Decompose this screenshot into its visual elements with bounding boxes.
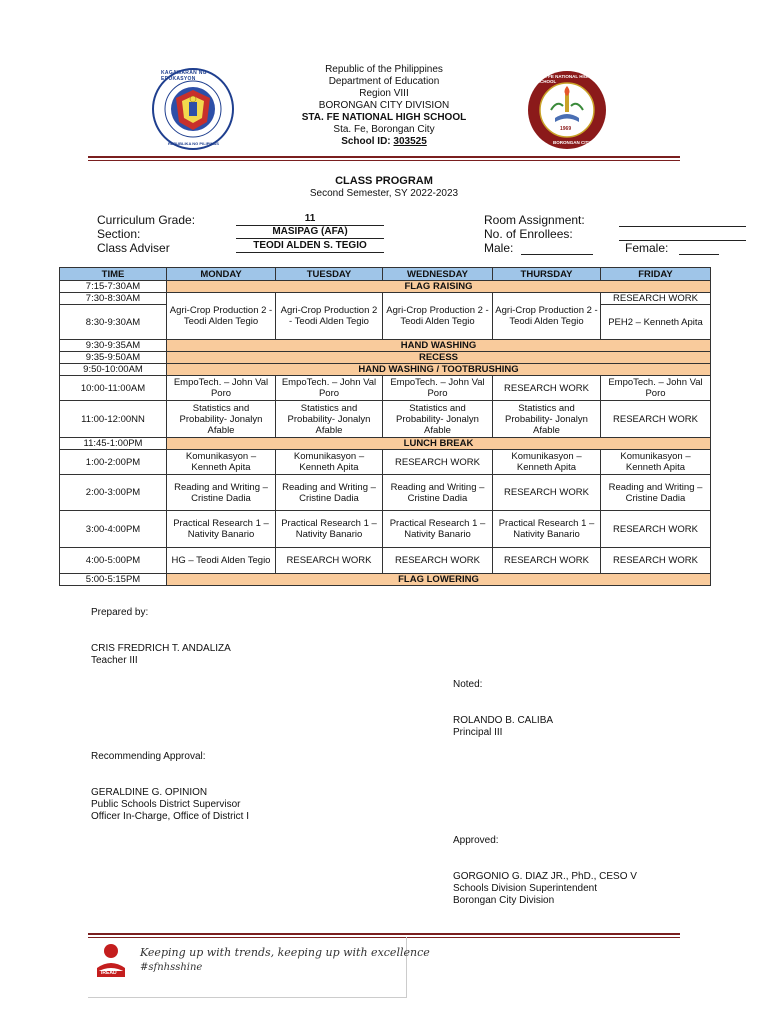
class-cell: Statistics and Probability- Jonalyn Afable <box>167 401 276 438</box>
table-row <box>60 511 711 548</box>
class-cell: HG – Teodi Alden Tegio <box>167 548 276 574</box>
header-friday: FRIDAY <box>601 268 711 281</box>
time-cell: 3:00-4:00PM <box>60 511 167 548</box>
table-header-row <box>60 268 711 281</box>
table-row <box>60 340 711 352</box>
approved-title-1: Schools Division Superintendent <box>453 883 597 894</box>
deped-seal-bottom-text: REPUBLIKA NG PILIPINAS <box>168 141 219 146</box>
time-cell: 7:30-8:30AM <box>60 293 167 305</box>
event-flag-lowering: FLAG LOWERING <box>167 574 711 586</box>
class-cell: RESEARCH WORK <box>493 376 601 401</box>
noted-label: Noted: <box>453 679 483 690</box>
school-seal-text: STA. FE NATIONAL HIGH SCHOOL <box>537 74 591 84</box>
class-cell: EmpoTech. – John Val Poro <box>276 376 383 401</box>
room-line <box>619 226 746 227</box>
adviser-value: TEODI ALDEN S. TEGIO <box>236 240 384 253</box>
deped-seal-text: KAGAWARAN NG EDUKASYON <box>161 70 207 82</box>
class-cell: RESEARCH WORK <box>383 450 493 475</box>
class-cell: Practical Research 1 – Nativity Banario <box>493 511 601 548</box>
table-row <box>60 438 711 450</box>
time-cell: 9:30-9:35AM <box>60 340 167 352</box>
class-cell: Agri-Crop Production 2 - Teodi Alden Tegio <box>276 293 383 340</box>
time-cell: 9:50-10:00AM <box>60 364 167 376</box>
header-thursday: THURSDAY <box>493 268 601 281</box>
grade-value: 11 <box>236 213 384 226</box>
class-cell: Reading and Writing – Cristine Dadia <box>383 475 493 511</box>
class-cell: Statistics and Probability- Jonalyn Afable <box>276 401 383 438</box>
table-row <box>60 281 711 293</box>
header-line-department: Department of Education <box>328 76 440 87</box>
section-value: MASIPAG (AFA) <box>236 226 384 239</box>
class-cell: PEH2 – Kenneth Apita <box>601 305 711 340</box>
footer-rule-top <box>88 933 680 935</box>
time-cell: 7:15-7:30AM <box>60 281 167 293</box>
class-cell: Komunikasyon – Kenneth Apita <box>493 450 601 475</box>
header-wednesday: WEDNESDAY <box>383 268 493 281</box>
class-cell: RESEARCH WORK <box>601 401 711 438</box>
recommending-name: GERALDINE G. OPINION <box>91 787 208 798</box>
class-cell: Agri-Crop Production 2 - Teodi Alden Tegio <box>167 293 276 340</box>
event-hand-washing: HAND WASHING <box>167 340 711 352</box>
class-cell: Reading and Writing – Cristine Dadia <box>276 475 383 511</box>
school-id-label: School ID: <box>341 136 394 147</box>
iread-logo <box>91 940 131 978</box>
male-label: Male: <box>484 241 514 255</box>
class-cell: Reading and Writing – Cristine Dadia <box>167 475 276 511</box>
time-cell: 11:00-12:00NN <box>60 401 167 438</box>
female-line <box>679 254 719 255</box>
section-label: Section: <box>97 227 141 241</box>
recommending-title-1: Public Schools District Supervisor <box>91 799 241 810</box>
class-cell: Komunikasyon – Kenneth Apita <box>276 450 383 475</box>
prepared-label: Prepared by: <box>91 607 149 618</box>
class-cell: RESEARCH WORK <box>601 548 711 574</box>
class-schedule-table <box>59 267 711 586</box>
class-cell: Statistics and Probability- Jonalyn Afable <box>383 401 493 438</box>
time-cell: 1:00-2:00PM <box>60 450 167 475</box>
class-cell: Practical Research 1 – Nativity Banario <box>383 511 493 548</box>
approved-title-2: Borongan City Division <box>453 895 555 906</box>
time-cell: 5:00-5:15PM <box>60 574 167 586</box>
class-cell: RESEARCH WORK <box>383 548 493 574</box>
header-time: TIME <box>60 268 167 281</box>
page-title: CLASS PROGRAM <box>335 175 433 187</box>
footer-motto: Keeping up with trends, keeping up with excellence <box>140 946 430 959</box>
recommending-label: Recommending Approval: <box>91 751 206 762</box>
time-cell: 4:00-5:00PM <box>60 548 167 574</box>
event-lunch-break: LUNCH BREAK <box>167 438 711 450</box>
prepared-name: CRIS FREDRICH T. ANDALIZA <box>91 643 231 654</box>
header-rule-bottom <box>88 160 680 161</box>
school-seal-year: 1969 <box>560 126 572 132</box>
class-cell: RESEARCH WORK <box>276 548 383 574</box>
class-cell: EmpoTech. – John Val Poro <box>383 376 493 401</box>
class-cell: RESEARCH WORK <box>493 475 601 511</box>
approved-name: GORGONIO G. DIAZ JR., PhD., CESO V <box>453 871 637 882</box>
time-cell: 10:00-11:00AM <box>60 376 167 401</box>
header-monday: MONDAY <box>167 268 276 281</box>
class-cell: EmpoTech. – John Val Poro <box>167 376 276 401</box>
header-address: Sta. Fe, Borongan City <box>333 124 435 135</box>
header-school-id <box>0 136 768 147</box>
event-flag-raising: FLAG RAISING <box>167 281 711 293</box>
table-row <box>60 376 711 401</box>
header-tuesday: TUESDAY <box>276 268 383 281</box>
iread-logo-text: iREAD <box>101 970 117 976</box>
header-school-name: STA. FE NATIONAL HIGH SCHOOL <box>301 112 467 123</box>
table-row <box>60 293 711 305</box>
class-cell: Practical Research 1 – Nativity Banario <box>167 511 276 548</box>
table-row <box>60 475 711 511</box>
female-label: Female: <box>625 241 669 255</box>
school-seal <box>527 70 607 150</box>
male-line <box>521 254 593 255</box>
recommending-title-2: Officer In-Charge, Office of District I <box>91 811 250 822</box>
noted-title: Principal III <box>453 727 503 738</box>
footer-hashtag: #sfnhsshine <box>140 962 203 973</box>
table-row <box>60 548 711 574</box>
header-line-division: BORONGAN CITY DIVISION <box>318 100 450 111</box>
class-cell: RESEARCH WORK <box>601 293 711 305</box>
class-cell: Agri-Crop Production 2 - Teodi Alden Tegio <box>383 293 493 340</box>
time-cell: 8:30-9:30AM <box>60 305 167 340</box>
table-row <box>60 364 711 376</box>
class-cell: Statistics and Probability- Jonalyn Afable <box>493 401 601 438</box>
header-line-republic: Republic of the Philippines <box>325 64 443 75</box>
room-label: Room Assignment: <box>484 213 585 227</box>
event-hand-washing-toothbrushing: HAND WASHING / TOOTBRUSHING <box>167 364 711 376</box>
noted-name: ROLANDO B. CALIBA <box>453 715 554 726</box>
table-row <box>60 352 711 364</box>
enrollees-label: No. of Enrollees: <box>484 227 573 241</box>
grade-label: Curriculum Grade: <box>97 213 196 227</box>
class-cell: Agri-Crop Production 2 - Teodi Alden Tegio <box>493 293 601 340</box>
event-recess: RECESS <box>167 352 711 364</box>
table-row <box>60 401 711 438</box>
table-row <box>60 574 711 586</box>
header-line-region: Region VIII <box>359 88 409 99</box>
school-seal-bottom-text: BORONGAN CITY <box>553 140 592 145</box>
adviser-label: Class Adviser <box>97 241 170 255</box>
time-cell: 11:45-1:00PM <box>60 438 167 450</box>
time-cell: 2:00-3:00PM <box>60 475 167 511</box>
page-subtitle: Second Semester, SY 2022-2023 <box>309 188 459 199</box>
time-cell: 9:35-9:50AM <box>60 352 167 364</box>
class-cell: RESEARCH WORK <box>493 548 601 574</box>
class-cell: Komunikasyon – Kenneth Apita <box>601 450 711 475</box>
approved-label: Approved: <box>453 835 499 846</box>
class-cell: RESEARCH WORK <box>601 511 711 548</box>
class-cell: Practical Research 1 – Nativity Banario <box>276 511 383 548</box>
class-cell: Reading and Writing – Cristine Dadia <box>601 475 711 511</box>
table-row <box>60 450 711 475</box>
header-rule-top <box>88 156 680 158</box>
school-id-value: 303525 <box>393 136 427 147</box>
class-cell: Komunikasyon – Kenneth Apita <box>167 450 276 475</box>
prepared-title: Teacher III <box>91 655 138 666</box>
class-cell: EmpoTech. – John Val Poro <box>601 376 711 401</box>
